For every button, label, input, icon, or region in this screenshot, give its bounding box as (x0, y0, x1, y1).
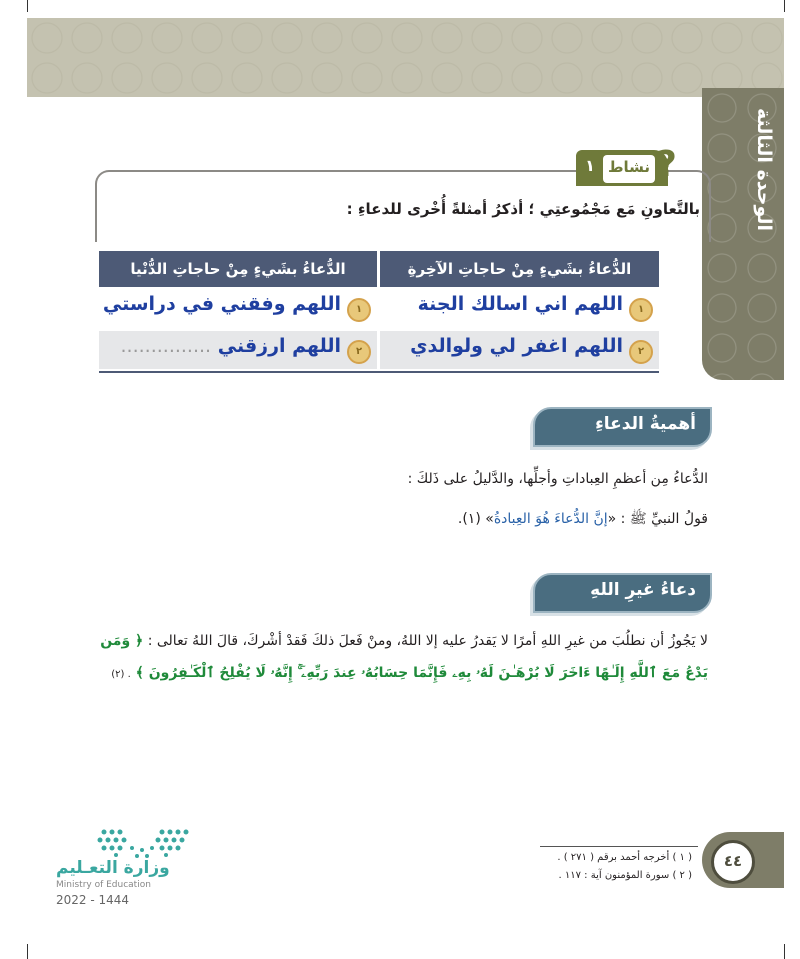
edition-year: 2022 - 1444 (56, 893, 130, 907)
footnote-rule (540, 846, 698, 847)
table-row (99, 331, 377, 369)
activity-label: نشاط (607, 158, 651, 176)
footnote: ( ١ ) أخرجه أحمد برقم ( ٢٧١ ) . (557, 852, 692, 863)
activity-badge (576, 144, 680, 188)
crop-mark (27, 944, 28, 959)
table-row (380, 331, 659, 369)
crop-mark (784, 944, 785, 959)
ministry-name-english: Ministry of Education (56, 880, 151, 890)
table-header-worldly: الدُّعاءُ بشَيءٍ مِنْ حاجاتِ الدُّنْيا (99, 251, 377, 287)
column-divider (377, 289, 380, 371)
table-header-hereafter: الدُّعاءُ بشَيءٍ مِنْ حاجاتِ الآخِرةِ (380, 251, 659, 287)
answer-text: اللهم وفقني في دراستي (102, 293, 341, 315)
paragraph: لا يَجُوزُ أن نطلُبَ من غيرِ اللهِ أمرًا لا يَقدرُ عليه إلا اللهُ، ومنْ فَعلَ ذلكَ فَقدْ أشْركَ، قالَ اللهُ تعالى : ﴿ وَمَن (100, 633, 708, 649)
ministry-logo-icon (96, 828, 192, 860)
table-bottom-rule (99, 371, 659, 373)
crop-mark (784, 0, 785, 12)
blank-dots: ............... (120, 335, 212, 357)
number-badge: ١ (347, 298, 371, 322)
verse-text: ﴿ وَمَن (100, 633, 144, 649)
verse-text: يَدْعُ مَعَ ٱللَّهِ إِلَـٰهًا ءَاخَرَ لَا بُرْهَـٰنَ لَهُۥ بِهِۦ فَإِنَّمَا حِسَابُهُۥ عِندَ رَبِّهِۦٓ ۚ إِنَّهُۥ لَا يُفْلِحُ ٱلْكَـٰفِرُونَ ﴾ (135, 665, 708, 681)
answer-text: اللهم ارزقني ............... (120, 335, 341, 357)
section-heading (533, 573, 712, 613)
unit-title: الوحدة الثالثة (753, 108, 775, 232)
page-number: ٤٤ (723, 852, 743, 870)
number-badge: ١ (629, 298, 653, 322)
hadith-text: إنَّ الدُّعاءَ هُوَ العِبادةُ (493, 511, 608, 527)
crop-mark (27, 0, 28, 12)
table-row (99, 289, 377, 327)
verse-line (111, 665, 708, 681)
activity-instruction: بالتَّعاونِ مَع مَجْمُوعتِي ؛ أذكرُ أمثلةً أُخْرى للدعاءِ : (346, 200, 700, 218)
activity-number: ١ (585, 156, 595, 175)
ministry-name-arabic: وزارة التعـليم (56, 858, 170, 878)
header-band (27, 18, 784, 97)
table-row (380, 289, 659, 327)
paragraph: الدُّعاءُ مِن أعظمِ العِباداتِ وأجلِّها، والدَّليلُ على ذَلكَ : (407, 471, 708, 487)
number-badge: ٢ (347, 340, 371, 364)
answer-text: اللهم اني اسالك الجنة (417, 293, 623, 315)
page-number-badge (711, 840, 755, 884)
answer-text: اللهم اغفر لي ولوالدي (410, 335, 623, 357)
number-badge: ٢ (629, 340, 653, 364)
section-heading (533, 407, 712, 447)
hadith-line: قولُ النبيِّ ﷺ : «إنَّ الدُّعاءَ هُوَ العِبادةُ» (١). (457, 511, 708, 527)
section-heading-text: دعاءُ غيرِ اللهِ (590, 580, 696, 600)
question-mark-icon: ? (656, 144, 677, 185)
section-heading-text: أهميةُ الدعاءِ (595, 414, 696, 434)
footnote-ref: . (٢) (111, 669, 131, 680)
footnote: ( ٢ ) سورة المؤمنون آية : ١١٧ . (558, 870, 692, 881)
